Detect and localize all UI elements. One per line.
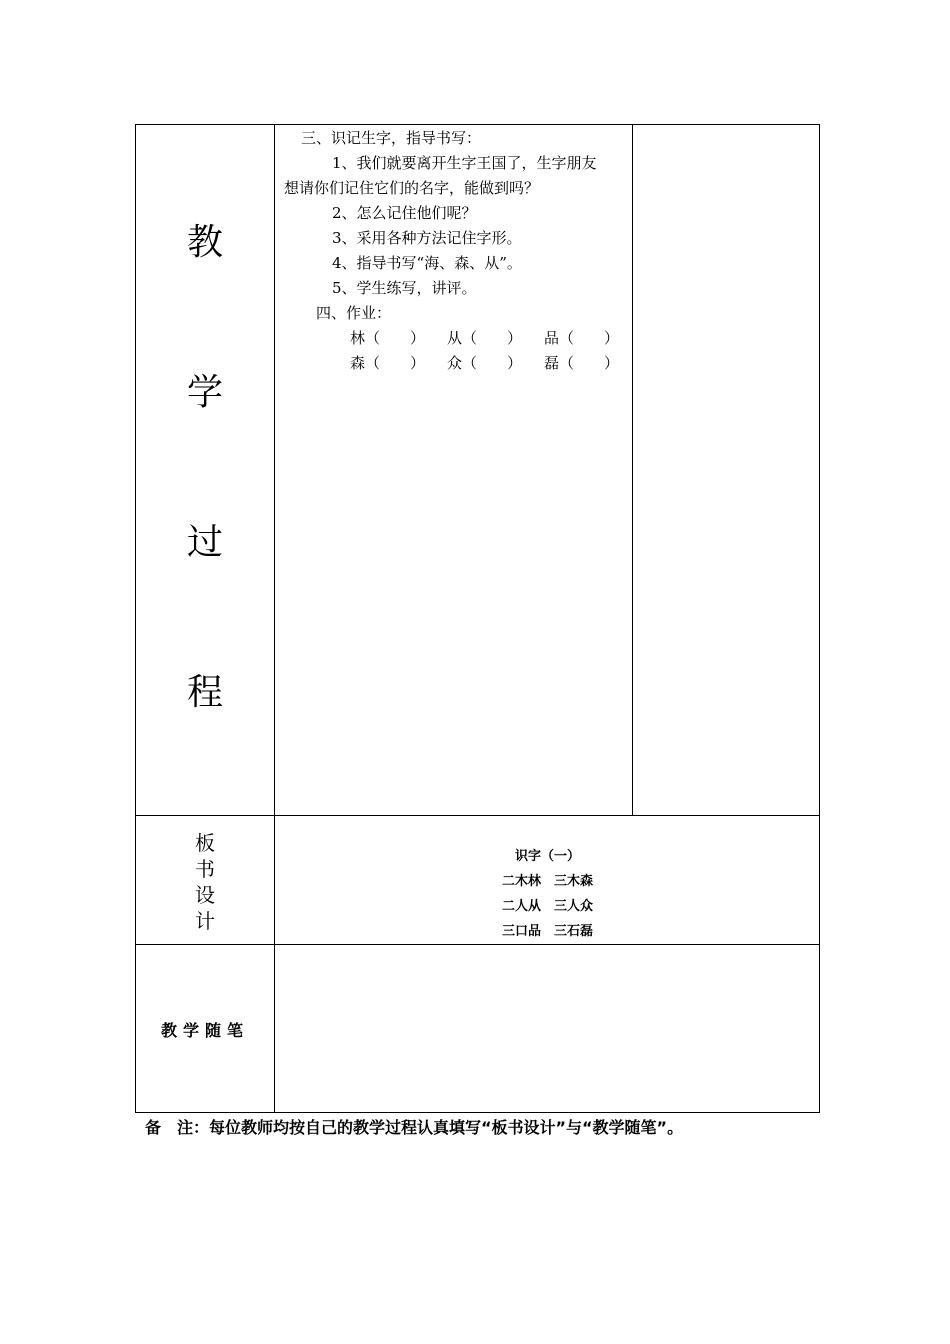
notes-label: 教学随笔 xyxy=(160,1021,249,1040)
board-label-char-4: 计 xyxy=(195,909,215,933)
process-label-char-2: 学 xyxy=(186,372,223,413)
process-label-char-3: 过 xyxy=(186,522,223,563)
board-label-char-2: 书 xyxy=(195,857,215,881)
item4: 4、指导书写“海、森、从”。 xyxy=(332,254,522,272)
board-title: 识字（一） xyxy=(514,849,580,864)
board-line: 二木林 三木森 xyxy=(501,874,593,889)
item3: 3、采用各种方法记住字形。 xyxy=(332,229,522,247)
board-label-char-1: 板 xyxy=(195,831,215,855)
homework-item: 品（ ） xyxy=(544,329,620,347)
process-label-char-4: 程 xyxy=(186,672,223,713)
column-divider-right xyxy=(632,125,633,815)
board-label-char-3: 设 xyxy=(195,883,215,907)
item1-line2: 想请你们记住它们的名字，能做到吗？ xyxy=(284,179,540,197)
section3-title: 三、识记生字，指导书写： xyxy=(301,129,482,147)
board-line: 二人从 三人众 xyxy=(501,899,593,914)
board-line: 三口品 三石磊 xyxy=(501,924,593,939)
process-label-char-1: 教 xyxy=(186,222,223,263)
homework-item: 磊（ ） xyxy=(544,354,620,372)
section4-title: 四、作业： xyxy=(316,304,392,322)
homework-item: 森（ ） xyxy=(350,354,426,372)
item2: 2、怎么记住他们呢？ xyxy=(332,204,477,222)
homework-item: 林（ ） xyxy=(350,329,426,347)
row-divider-process xyxy=(136,815,819,816)
lesson-plan-table xyxy=(135,124,820,1113)
footer-note: 备 注：每位教师均按自己的教学过程认真填写“板书设计”与“教学随笔”。 xyxy=(145,1118,684,1137)
item5: 5、学生练写，讲评。 xyxy=(332,279,477,297)
column-divider-left xyxy=(274,125,275,1112)
row-divider-board xyxy=(136,944,819,945)
homework-item: 众（ ） xyxy=(447,354,523,372)
homework-item: 从（ ） xyxy=(447,329,523,347)
item1-line1: 1、我们就要离开生字王国了，生字朋友 xyxy=(332,154,597,172)
